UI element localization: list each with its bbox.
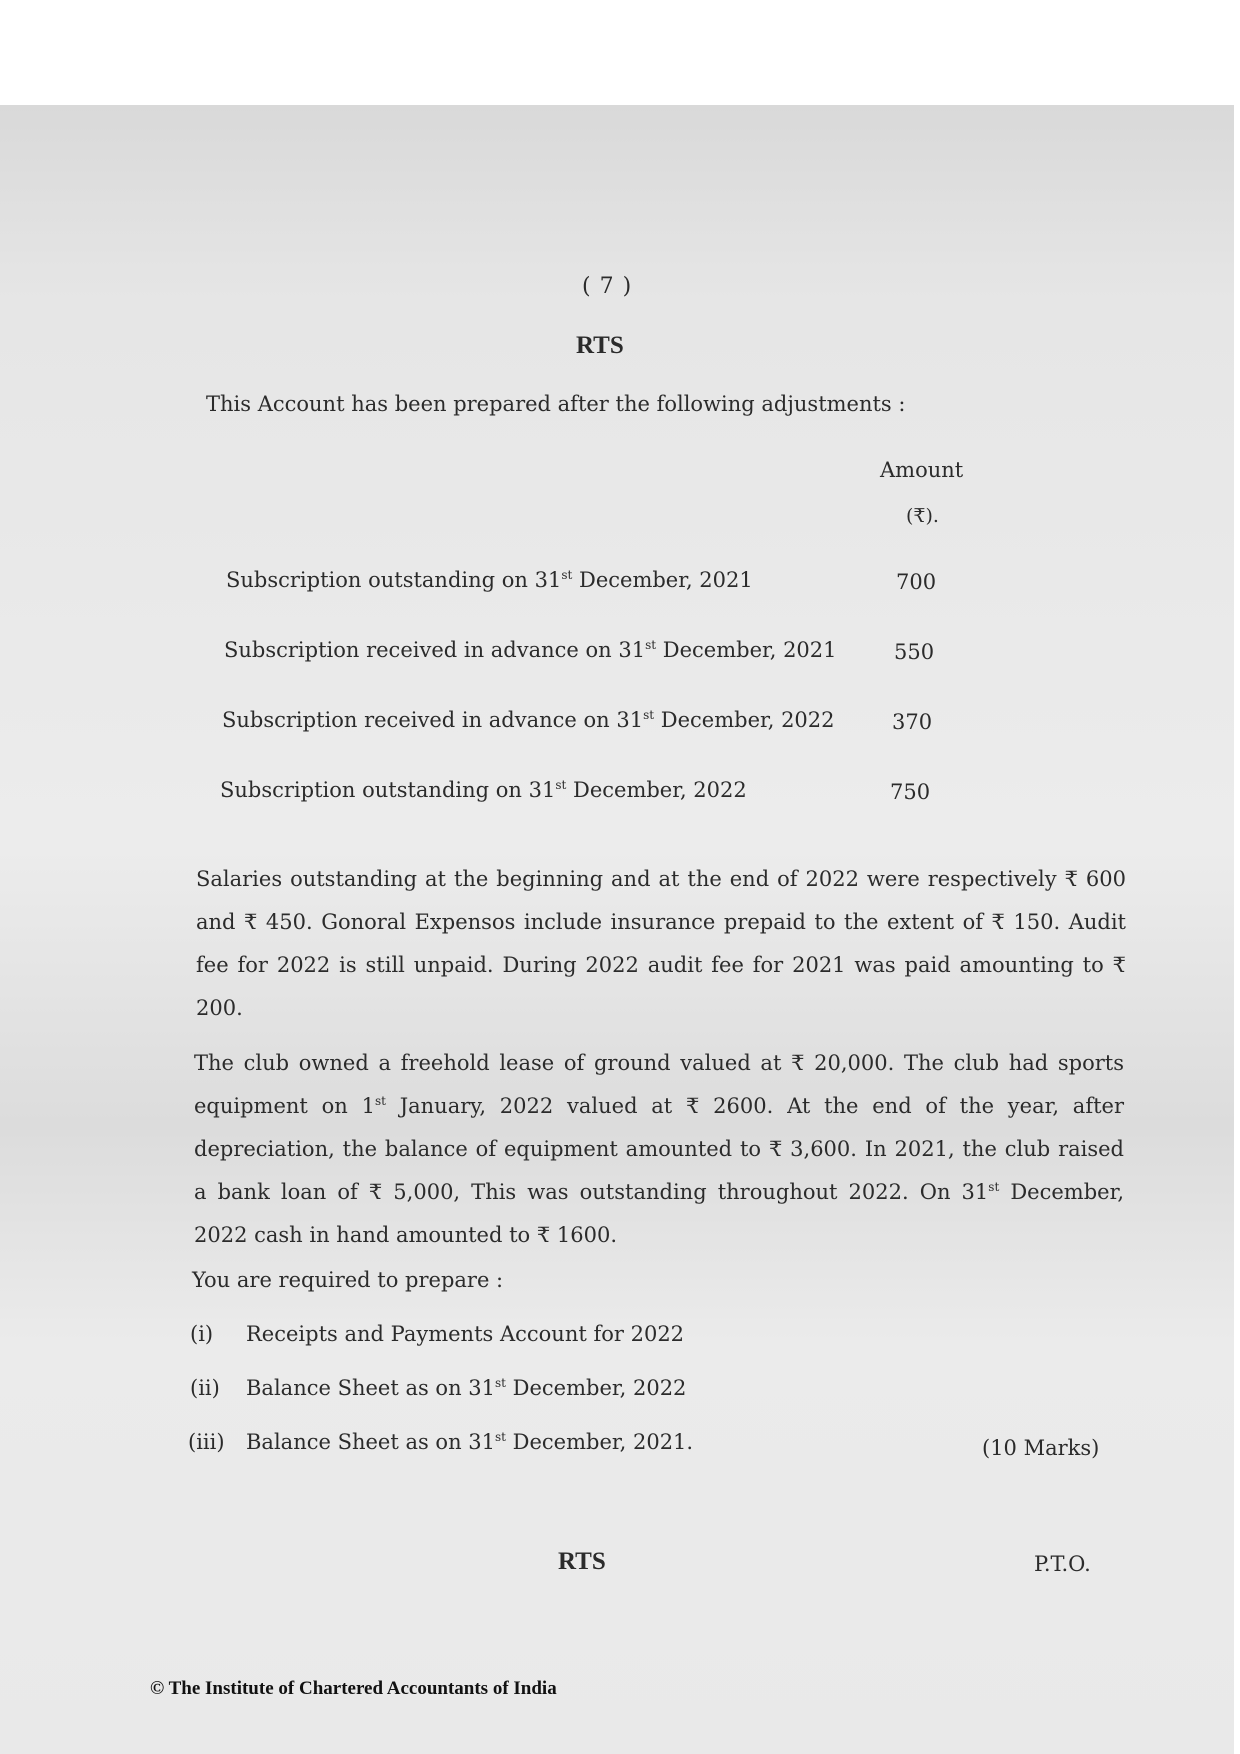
- amount-header: Amount: [880, 458, 964, 482]
- required-intro: You are required to prepare :: [192, 1268, 504, 1292]
- requirement-number: (i): [190, 1322, 214, 1346]
- requirement-text: Receipts and Payments Account for 2022: [246, 1322, 685, 1346]
- requirement-text: Balance Sheet as on 31st December, 2021.: [246, 1430, 694, 1454]
- adjustment-label: Subscription outstanding on 31st December, 2021: [226, 568, 753, 592]
- requirement-number: (iii): [188, 1430, 225, 1454]
- marks: (10 Marks): [982, 1436, 1100, 1460]
- footer-code: RTS: [558, 1548, 606, 1575]
- page-edge: [1234, 105, 1240, 1754]
- copyright: © The Institute of Chartered Accountants of India: [150, 1678, 557, 1699]
- page-number: ( 7 ): [582, 274, 633, 299]
- amount-unit: (₹).: [906, 505, 939, 527]
- adjustment-label: Subscription outstanding on 31st December, 2022: [220, 778, 747, 802]
- salaries-paragraph: Salaries outstanding at the beginning and at the end of 2022 were respectively ₹ 600 and ₹ 450. Gonoral Expensos include insurance prepaid to the extent of ₹ 150. Audit fee for 2022 is still unpaid. During 2022 audit fee for 2021 was paid amounting to ₹ 200.: [196, 867, 1126, 1020]
- requirement-number: (ii): [190, 1376, 220, 1400]
- adjustment-amount: 750: [890, 780, 931, 804]
- club-assets-paragraph: The club owned a freehold lease of ground valued at ₹ 20,000. The club had sports equipment on 1st January, 2022 valued at ₹ 2600. At the end of the year, after depreciation, the balance of equipment amounted to ₹ 3,600. In 2021, the club raised a bank loan of ₹ 5,000, This was outstanding throughout 2022. On 31st December, 2022 cash in hand amounted to ₹ 1600.: [194, 1051, 1124, 1247]
- intro-text: This Account has been prepared after the following adjustments :: [206, 392, 906, 416]
- requirement-text: Balance Sheet as on 31st December, 2022: [246, 1376, 687, 1400]
- adjustment-amount: 550: [894, 640, 935, 664]
- adjustment-label: Subscription received in advance on 31st December, 2021: [224, 638, 837, 662]
- header-code: RTS: [576, 332, 624, 359]
- adjustment-amount: 700: [896, 570, 937, 594]
- adjustment-amount: 370: [892, 710, 933, 734]
- adjustment-label: Subscription received in advance on 31st December, 2022: [222, 708, 835, 732]
- pto: P.T.O.: [1034, 1552, 1091, 1576]
